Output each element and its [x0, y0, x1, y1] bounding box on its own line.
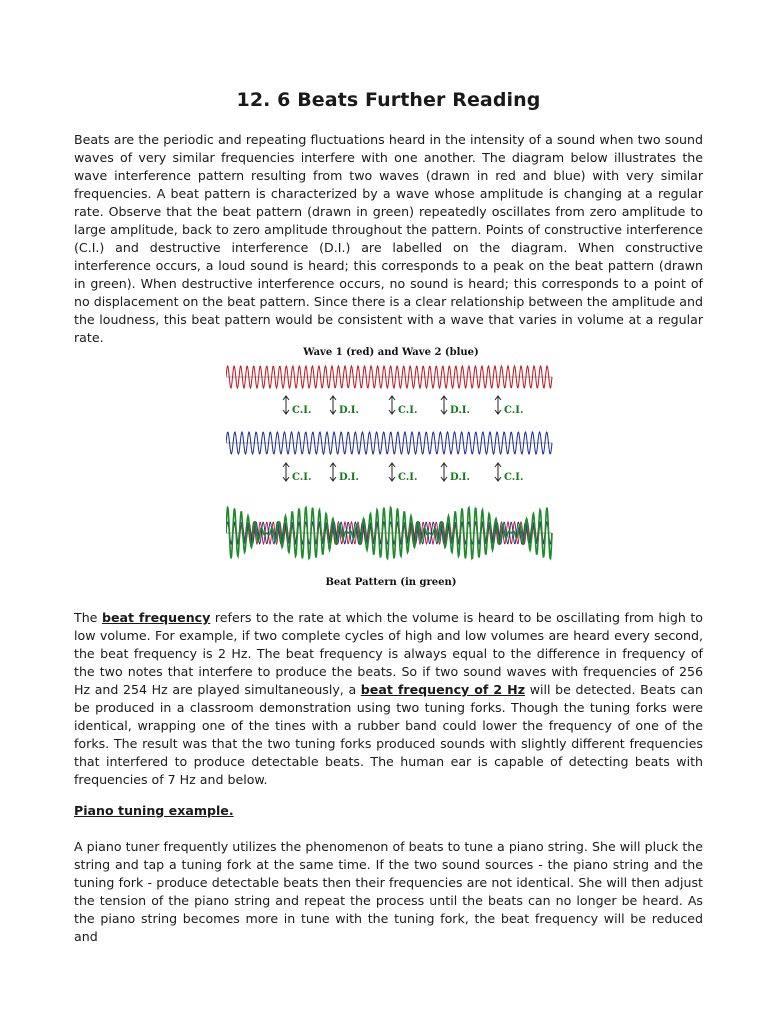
- label-ci: C.I.: [292, 405, 312, 416]
- arrow-icon: [495, 396, 501, 414]
- arrow-icon: [389, 396, 395, 414]
- beats-diagram-svg: [226, 341, 556, 593]
- beats-diagram: [226, 341, 556, 593]
- interference-labels-row1: [283, 396, 523, 416]
- beat-frequency-2hz-link[interactable]: beat frequency of 2 Hz: [360, 682, 526, 697]
- piano-tuning-heading: Piano tuning example.: [74, 803, 234, 818]
- label-ci: C.I.: [504, 405, 524, 416]
- label-ci: C.I.: [504, 472, 524, 483]
- intro-paragraph: Beats are the periodic and repeating fluctuations heard in the intensity of a sound when two sound waves of very similar frequencies interfere with one another. The diagram below illustrates the wave interference pattern resulting from two waves (drawn in red and blue) with very similar frequencies. A beat pattern is characterized by a wave whose amplitude is changing at a regular rate. Observe that the beat pattern (drawn in green) repeatedly oscillates from zero amplitude to large amplitude, back to zero amplitude throughout the pattern. Points of constructive interference (C.I.) and destructive interference (D.I.) are labelled on the diagram. When constructive interference occurs, a loud sound is heard; this corresponds to a peak on the beat pattern (drawn in green). When destructive interference occurs, no sound is heard; this corresponds to a point of no displacement on the beat pattern. Since there is a clear relationship between the amplitude and the loudness, this beat pattern would be consistent with a wave that varies in volume at a regular rate.: [74, 132, 703, 345]
- figure-caption-top: Wave 1 (red) and Wave 2 (blue): [303, 347, 479, 358]
- arrow-icon: [441, 396, 447, 414]
- interference-labels-row2: [283, 463, 523, 483]
- beat-frequency-link[interactable]: beat frequency: [101, 610, 211, 625]
- figure-caption-bottom: Beat Pattern (in green): [325, 577, 457, 588]
- arrow-icon: [283, 463, 289, 481]
- arrow-icon: [441, 463, 447, 481]
- label-ci: C.I.: [398, 405, 418, 416]
- arrow-icon: [330, 463, 336, 481]
- wave2-blue: [226, 432, 552, 454]
- arrow-icon: [389, 463, 395, 481]
- piano-tuning-paragraph: A piano tuner frequently utilizes the phenomenon of beats to tune a piano string. She will pluck the string and tap a tuning fork at the same time. If the two sound sources - the piano string and the tuning fork - produce detectable beats then their frequencies are not identical. She will then adjust the tension of the piano string and repeat the process until the beats can no longer be heard. As the piano string becomes more in tune with the tuning fork, the beat frequency will be reduced and: [74, 839, 703, 944]
- beat-frequency-paragraph: [74, 609, 703, 789]
- label-di: D.I.: [450, 405, 470, 416]
- label-di: D.I.: [450, 472, 470, 483]
- label-di: D.I.: [339, 405, 359, 416]
- wave-line: [226, 366, 552, 388]
- label-di: D.I.: [339, 472, 359, 483]
- label-ci: C.I.: [292, 472, 312, 483]
- arrow-icon: [330, 396, 336, 414]
- beat-pattern-green: [226, 507, 552, 558]
- page-title: 12. 6 Beats Further Reading: [236, 89, 541, 111]
- arrow-icon: [283, 396, 289, 414]
- text-run: refers to the rate at which the volume is heard to be oscillating from high to low volume. For example, if two complete cycles of high and low volumes are heard every second, the beat frequency is 2 Hz. The beat frequency is always equal to the difference in frequency of the two notes that interfere to produce the beats. So if two sound waves with frequencies of 256 Hz and 254 Hz are played simultaneously, a: [74, 610, 703, 697]
- arrow-icon: [495, 463, 501, 481]
- label-ci: C.I.: [398, 472, 418, 483]
- text-run: will be detected. Beats can be produced in a classroom demonstration using two tuning forks. Though the tuning forks were identical, wrapping one of the tines with a rubber band could lower the frequency of one of the forks. The result was that the two tuning forks produced sounds with slightly different frequencies that interfered to produce detectable beats. The human ear is capable of detecting beats with frequencies of 7 Hz and below.: [74, 682, 703, 787]
- text-run: The: [74, 610, 102, 625]
- wave1-red: [226, 366, 552, 388]
